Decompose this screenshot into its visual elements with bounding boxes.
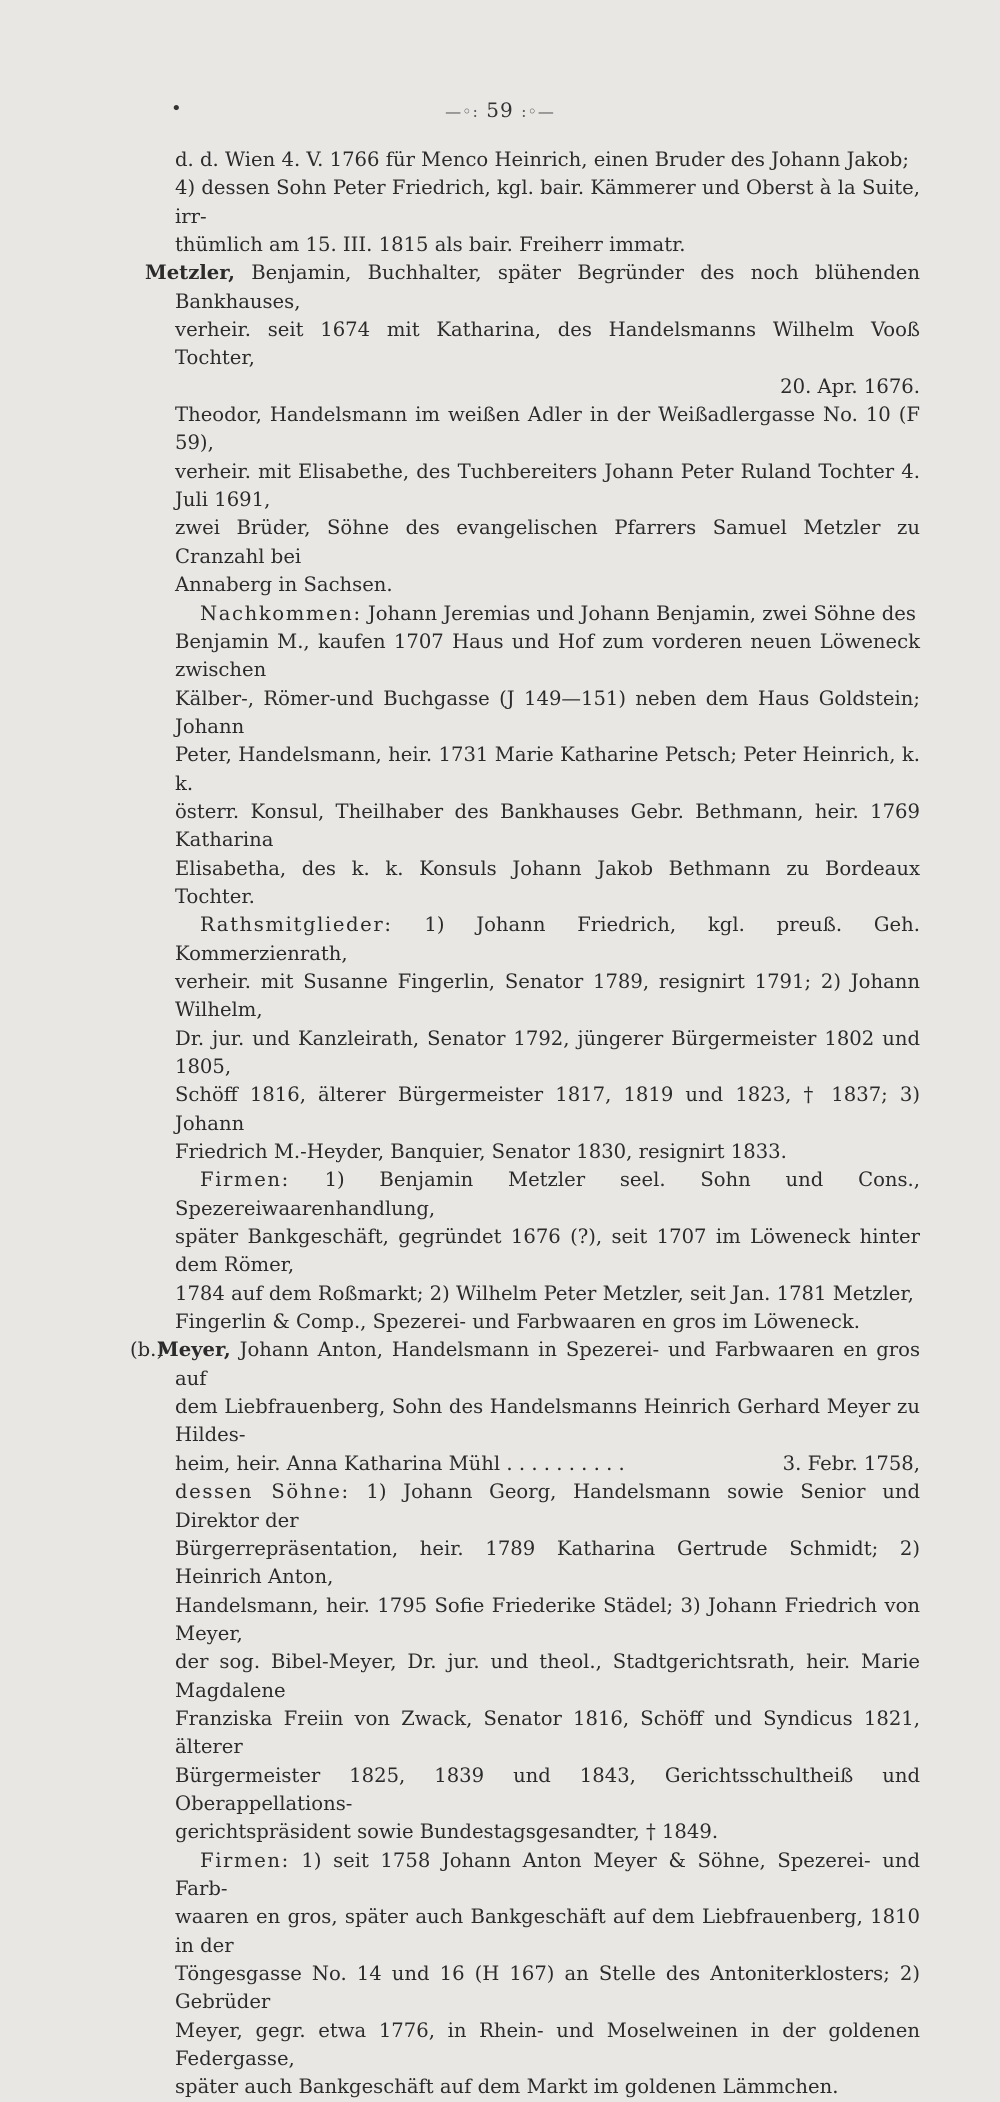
date-right: 3. Febr. 1758, [782,1451,920,1475]
text-line: 1) Johann Georg, Handelsmann sowie Senior und Direktor der [175,1480,920,1532]
entry-meyer [130,1336,920,1393]
text-line: dem Liebfrauenberg, Sohn des Handelsmanns Heinrich Gerhard Meyer zu Hildes- [175,1395,920,1447]
text-line: d. d. Wien 4. V. 1766 für Menco Heinrich, einen Bruder des Johann Jakob; [175,148,909,171]
text-line: Dr. jur. und Kanzleirath, Senator 1792, jüngerer Bürgermeister 1802 und 1805, [175,1026,920,1078]
text-line: Bürgermeister 1825, 1839 und 1843, Gerichtsschultheiß und Oberappellations- [175,1763,920,1815]
text-line: Friedrich M.-Heyder, Banquier, Senator 1830, resignirt 1833. [175,1140,787,1164]
text-line: 1784 auf dem Roßmarkt; 2) Wilhelm Peter Metzler, seit Jan. 1781 Metzler, [175,1281,914,1305]
text-line: heim, heir. Anna Katharina Mühl . . . . . . . . . . [175,1451,625,1475]
text-line: später Bankgeschäft, gegründet 1676 (?), seit 1707 im Löweneck hinter dem Römer, [175,1225,920,1277]
soehne-label: dessen Söhne: [175,1480,350,1504]
rath-line [175,911,920,968]
text-line: österr. Konsul, Theilhaber des Bankhauses Gebr. Bethmann, heir. 1769 Katharina [175,799,920,852]
firmen-label: Firmen: [200,1168,290,1192]
text-line: verheir. mit Elisabethe, des Tuchbereiters Johann Peter Ruland Tochter 4. Juli 1691, [175,459,920,512]
text-line: später auch Bankgeschäft auf dem Markt im goldenen Lämmchen. [175,2075,839,2099]
text-line: Johann Jeremias und Johann Benjamin, zwei Söhne des [361,601,916,625]
surname-meyer: Meyer, [157,1338,231,1362]
text-line: Peter, Handelsmann, heir. 1731 Marie Katharine Petsch; Peter Heinrich, k. k. [175,743,920,795]
text-line: Elisabetha, des k. k. Konsuls Johann Jakob Bethmann zu Bordeaux Tochter. [175,856,920,908]
text-line: 1) Johann Friedrich, kgl. preuß. Geh. Kommerzienrath, [175,913,920,965]
text-line: verheir. mit Susanne Fingerlin, Senator 1789, resignirt 1791; 2) Johann Wilhelm, [175,969,920,1022]
text-line: verheir. seit 1674 mit Katharina, des Handelsmanns Wilhelm Vooß Tochter, [175,318,920,370]
ornament-left: —◦: [445,102,479,121]
nachkommen-label: Nachkommen: [200,601,362,625]
surname-metzler: Metzler, [145,261,235,285]
text-line: Meyer, gegr. etwa 1776, in Rhein- und Moselweinen in der goldenen Federgasse, [175,2018,920,2071]
body-text [130,146,920,2102]
text-line: Fingerlin & Comp., Spezerei- und Farbwaaren en gros im Löweneck. [175,1310,860,1334]
text-line: Theodor, Handelsmann im weißen Adler in der Weißadlergasse No. 10 (F 59), [175,403,920,455]
text-line: Handelsmann, heir. 1795 Sofie Friederike Städel; 3) Johann Friedrich von Meyer, [175,1593,920,1645]
text-line: Kälber-, Römer-und Buchgasse (J 149—151) neben dem Haus Goldstein; Johann [175,686,920,738]
page-number: 59 [486,98,514,122]
text-line: Franziska Freiin von Zwack, Senator 1816, Schöff und Syndicus 1821, älterer [175,1706,920,1759]
margin-mark: (b.) [130,1338,165,1362]
page-header [0,98,1000,122]
page-marker: • [171,98,182,119]
text-line: Annaberg in Sachsen. [175,573,393,597]
text-line-date [175,1450,920,1478]
ornament-right: :◦— [521,102,555,121]
text-line: Benjamin, Buchhalter, später Begründer des noch blühenden Bankhauses, [175,261,920,313]
soehne-line [175,1478,920,1535]
text-line: 4) dessen Sohn Peter Friedrich, kgl. bair. Kämmerer und Oberst à la Suite, irr- [175,176,920,228]
date-right: 20. Apr. 1676. [780,374,920,398]
text-line: der sog. Bibel-Meyer, Dr. jur. und theol., Stadtgerichtsrath, heir. Marie Magdalene [175,1650,920,1702]
text-line: zwei Brüder, Söhne des evangelischen Pfarrers Samuel Metzler zu Cranzahl bei [175,516,920,568]
firmen-line [175,1166,920,1223]
text-line: 1) Benjamin Metzler seel. Sohn und Cons., Spezereiwaarenhandlung, [175,1168,920,1220]
rath-label: Rathsmitglieder: [200,913,393,937]
text-line: Bürgerrepräsentation, heir. 1789 Katharina Gertrude Schmidt; 2) Heinrich Anton, [175,1536,920,1589]
text-line: Johann Anton, Handelsmann in Spezerei- und Farbwaaren en gros auf [175,1338,920,1390]
firmen2-line [175,1847,920,1904]
text-line: gerichtspräsident sowie Bundestagsgesandter, † 1849. [175,1820,719,1844]
entry-metzler [145,259,920,316]
text-line-date [175,373,920,401]
firmen2-label: Firmen: [200,1848,290,1872]
nachkommen-line [175,600,920,628]
text-line: Töngesgasse No. 14 und 16 (H 167) an Stelle des Antoniterklosters; 2) Gebrüder [175,1962,920,2014]
text-line: Schöff 1816, älterer Bürgermeister 1817, 1819 und 1823, † 1837; 3) Johann [175,1083,920,1135]
text-line: 1) seit 1758 Johann Anton Meyer & Söhne, Spezerei- und Farb- [175,1848,920,1900]
text-line: Benjamin M., kaufen 1707 Haus und Hof zum vorderen neuen Löweneck zwischen [175,629,920,682]
text-line: waaren en gros, später auch Bankgeschäft auf dem Liebfrauenberg, 1810 in der [175,1905,920,1957]
text-line: thümlich am 15. III. 1815 als bair. Freiherr immatr. [175,233,686,257]
